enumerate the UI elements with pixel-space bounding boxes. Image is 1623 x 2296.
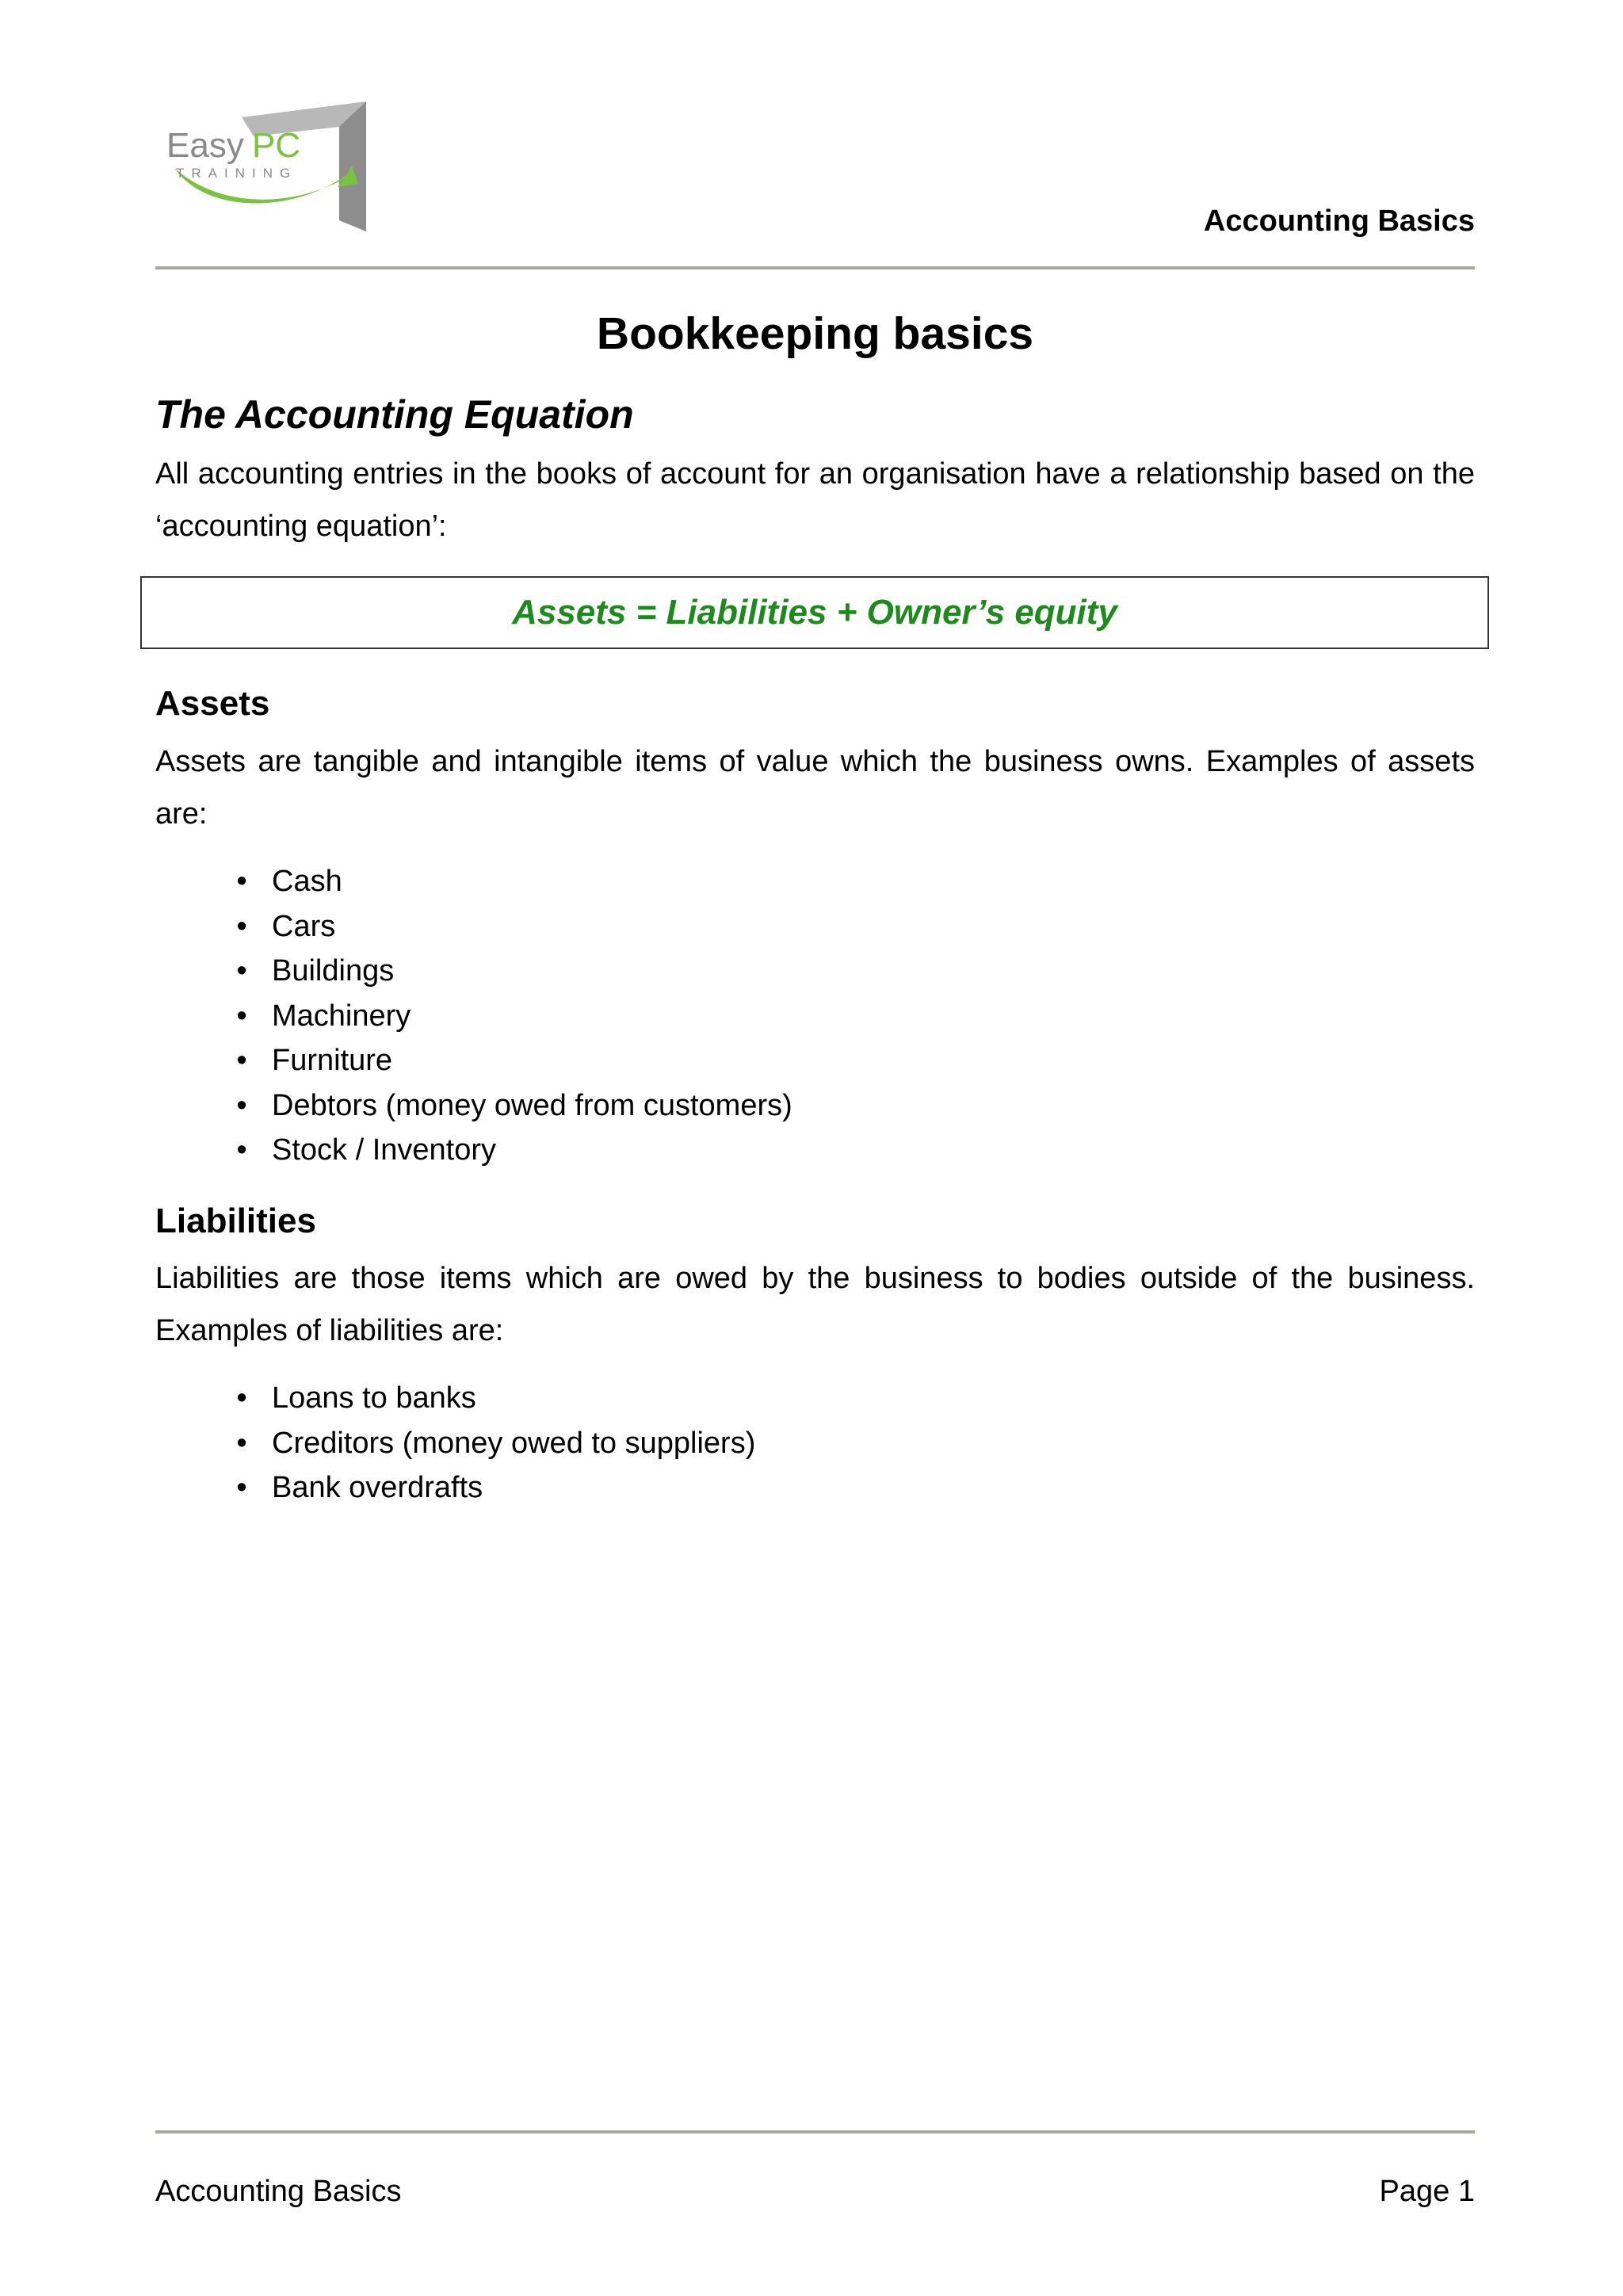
list-item-text: Bank overdrafts — [272, 1471, 483, 1504]
liabilities-heading: Liabilities — [155, 1201, 316, 1240]
list-item — [234, 1465, 755, 1511]
assets-list — [234, 859, 792, 1173]
header-divider — [155, 266, 1475, 269]
list-item-text: Machinery — [272, 999, 411, 1033]
liabilities-paragraph: Liabilities are those items which are owed by the business to bodies outside of the business. Examples of liabilities are: — [155, 1262, 1475, 1347]
bullet-icon: • — [236, 909, 247, 943]
easypc-training-logo — [158, 95, 380, 238]
list-item — [234, 1128, 792, 1173]
header-title: Accounting Basics — [1203, 204, 1475, 238]
bullet-icon: • — [236, 1381, 247, 1415]
list-item — [234, 994, 792, 1039]
list-item-text: Cash — [272, 865, 342, 898]
list-item — [234, 949, 792, 994]
document-title: Bookkeeping basics — [596, 308, 1034, 359]
bullet-icon: • — [236, 1088, 247, 1122]
list-item — [234, 1083, 792, 1129]
bullet-icon: • — [236, 999, 247, 1033]
equation-text: Assets = Liabilities + Owner’s equity — [512, 593, 1117, 632]
bullet-icon: • — [236, 865, 247, 898]
bullet-icon: • — [236, 1044, 247, 1077]
list-item — [234, 1421, 755, 1466]
list-item-text: Loans to banks — [272, 1381, 476, 1415]
list-item — [234, 1038, 792, 1083]
list-item-text: Creditors (money owed to suppliers) — [272, 1426, 756, 1460]
assets-heading: Assets — [155, 684, 270, 723]
equation-box — [140, 576, 1489, 649]
list-item — [234, 1376, 755, 1421]
list-item-text: Stock / Inventory — [272, 1133, 497, 1167]
bullet-icon: • — [236, 1471, 247, 1504]
logo-text-pc: PC — [252, 126, 301, 165]
footer-title: Accounting Basics — [155, 2175, 402, 2208]
list-item-text: Cars — [272, 909, 336, 943]
list-item — [234, 859, 792, 904]
page-number: Page 1 — [1379, 2175, 1475, 2208]
section-heading-accounting-equation: The Accounting Equation — [155, 392, 634, 437]
assets-paragraph: Assets are tangible and intangible items of value which the business owns. Examples of assets are: — [155, 745, 1475, 831]
bullet-icon: • — [236, 954, 247, 988]
intro-paragraph: All accounting entries in the books of account for an organisation have a relationship based on the ‘accounting equation’: — [155, 457, 1475, 543]
liabilities-list — [234, 1376, 755, 1511]
bullet-icon: • — [236, 1133, 247, 1167]
list-item-text: Buildings — [272, 954, 395, 988]
bullet-icon: • — [236, 1426, 247, 1460]
list-item-text: Furniture — [272, 1044, 393, 1077]
logo-text-easy: Easy — [166, 126, 244, 165]
footer-divider — [155, 2130, 1475, 2134]
list-item — [234, 904, 792, 949]
logo-text-training: TRAINING — [176, 166, 298, 181]
list-item-text: Debtors (money owed from customers) — [272, 1088, 792, 1122]
